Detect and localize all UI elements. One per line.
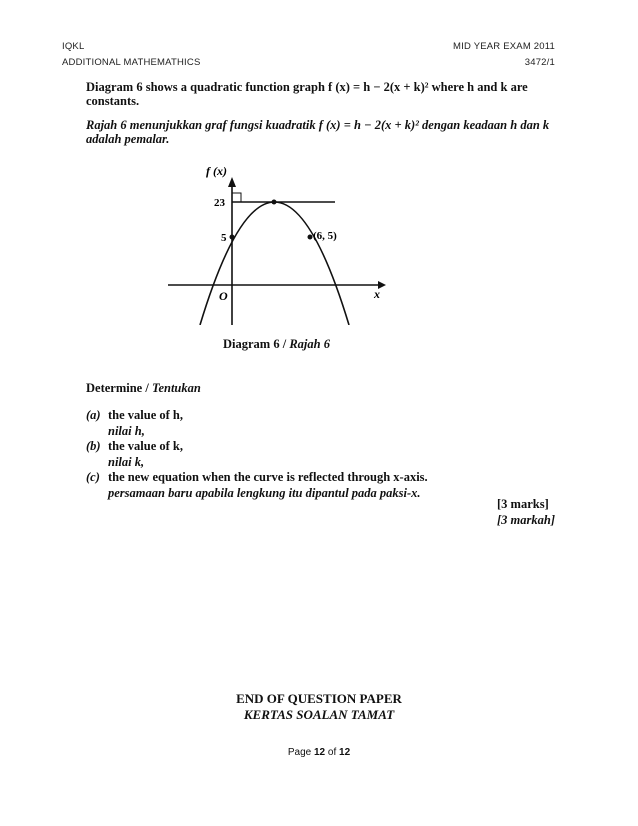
origin-label: O <box>219 289 228 303</box>
end-of-paper-english: END OF QUESTION PAPER <box>236 691 402 706</box>
instruction-english: Determine / <box>86 381 152 395</box>
part-c-label: (c) <box>86 470 100 484</box>
question-english <box>86 80 528 108</box>
footer-of-word: of <box>327 747 337 758</box>
question-malay-line2: adalah pemalar. <box>86 132 170 146</box>
part-a-text: the value of h, <box>108 408 183 422</box>
diagram-6-graph <box>160 155 400 325</box>
end-of-paper-malay: KERTAS SOALAN TAMAT <box>243 707 395 722</box>
instruction-malay: Tentukan <box>151 381 201 395</box>
y-axis-label: f (x) <box>206 164 227 178</box>
point-vertex <box>272 200 277 205</box>
tick-label-23: 23 <box>214 197 225 209</box>
footer-page-word: Page <box>287 747 312 758</box>
instruction <box>86 381 201 396</box>
part-c-english <box>86 470 428 485</box>
question-english-line2: constants. <box>86 94 140 108</box>
tick-label-5: 5 <box>221 232 227 244</box>
x-axis-label: x <box>374 287 380 301</box>
point-6-5 <box>308 235 313 240</box>
footer-page-number: 12 <box>313 747 326 758</box>
point-label-6-5: (6, 5) <box>313 230 337 242</box>
y-axis-arrow <box>228 177 236 187</box>
diagram-caption <box>223 337 330 352</box>
header-right-code: 3472/1 <box>524 57 555 68</box>
page-footer <box>0 747 638 758</box>
header-right-exam: MID YEAR EXAM 2011 <box>453 41 555 52</box>
part-c-malay: persamaan baru apabila lengkung itu dipantul pada paksi-x. <box>108 486 421 500</box>
footer-page-total: 12 <box>339 747 351 758</box>
caption-english: Diagram 6 / <box>223 337 290 351</box>
header-left-subject: ADDITIONAL MATHEMATHICS <box>62 57 201 68</box>
point-y-intercept <box>230 235 235 240</box>
part-c-text: the new equation when the curve is reflected through x-axis. <box>108 470 428 484</box>
part-b-english <box>86 439 183 454</box>
part-b-text: the value of k, <box>108 439 183 453</box>
parabola-curve <box>200 202 349 325</box>
part-b-malay: nilai k, <box>108 455 145 469</box>
question-malay <box>86 118 549 146</box>
right-angle-marker <box>232 193 241 202</box>
part-a-english <box>86 408 183 423</box>
caption-malay: Rajah 6 <box>289 337 330 351</box>
marks-english: [3 marks] <box>497 497 549 511</box>
part-b-label: (b) <box>86 439 101 453</box>
header-left-school: IQKL <box>62 41 85 52</box>
question-malay-line1: Rajah 6 menunjukkan graf fungsi kuadratik f (x) = h − 2(x + k)² dengan keadaan h dan k <box>86 118 550 132</box>
part-a-malay: nilai h, <box>108 424 145 438</box>
part-a-label: (a) <box>86 408 101 422</box>
question-english-line1: Diagram 6 shows a quadratic function graph f (x) = h − 2(x + k)² where h and k are <box>86 80 528 94</box>
marks-malay: [3 markah] <box>497 513 555 527</box>
